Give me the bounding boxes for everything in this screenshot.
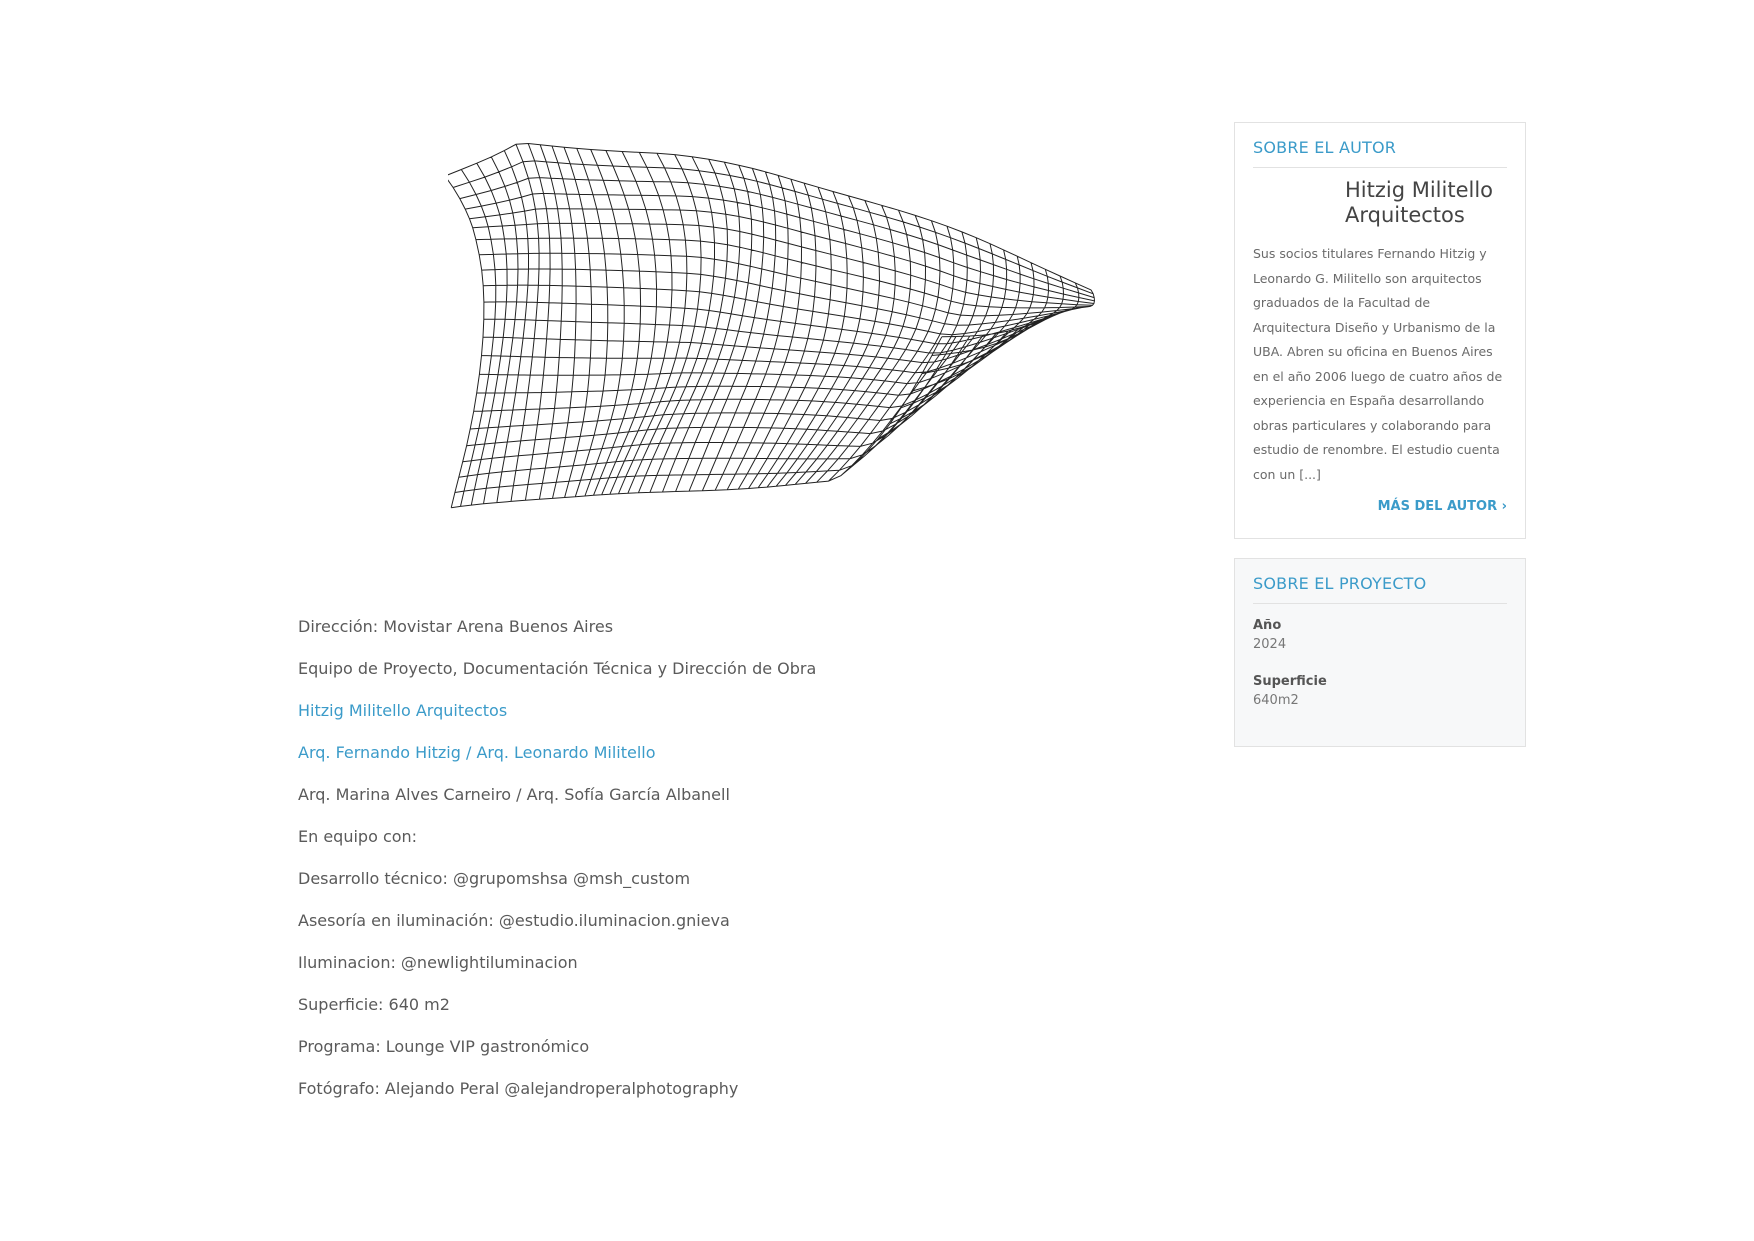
wireframe-mesh — [448, 144, 1095, 508]
credit-line-address: Dirección: Movistar Arena Buenos Aires — [298, 617, 614, 636]
credit-line-lighting-advice: Asesoría en iluminación: @estudio.iluminacion.gnieva — [298, 911, 730, 930]
project-widget-title: SOBRE EL PROYECTO — [1253, 573, 1507, 604]
credit-line-architects: Arq. Marina Alves Carneiro / Arq. Sofía García Albanell — [298, 785, 730, 804]
project-field-label: Superficie — [1253, 674, 1327, 689]
author-widget — [1234, 122, 1526, 539]
credit-line-surface: Superficie: 640 m2 — [298, 995, 450, 1014]
parametric-wireframe-drawing — [448, 128, 1138, 528]
credit-link-studio[interactable]: Hitzig Militello Arquitectos — [298, 701, 508, 720]
project-field-value: 640m2 — [1253, 693, 1299, 708]
credit-line-lighting: Iluminacion: @newlightiluminacion — [298, 953, 578, 972]
project-field-label: Año — [1253, 618, 1282, 633]
more-from-author-link[interactable]: MÁS DEL AUTOR › — [1377, 499, 1507, 514]
project-widget — [1234, 558, 1526, 747]
project-field-year — [1253, 616, 1507, 654]
author-bio: Sus socios titulares Fernando Hitzig y Leonardo G. Militello son arquitectos graduados de la Facultad de Arquitectura Diseño y Urbanismo de la UBA. Abren su oficina en Buenos Aires en el año 2006 luego de cuatro años de experiencia en España desarrollando obras particulares y colaborando para estudio de renombre. El estudio cuenta con un [...] — [1253, 246, 1503, 482]
credit-line-program: Programa: Lounge VIP gastronómico — [298, 1037, 590, 1056]
project-field-value: 2024 — [1253, 637, 1287, 652]
credit-line-technical: Desarrollo técnico: @grupomshsa @msh_custom — [298, 869, 691, 888]
project-credits — [298, 616, 1198, 1120]
author-name[interactable]: Hitzig Militello Arquitectos — [1345, 178, 1494, 227]
credit-line-team-with: En equipo con: — [298, 827, 418, 846]
wireframe-figure — [448, 128, 1138, 528]
credit-link-partners[interactable]: Arq. Fernando Hitzig / Arq. Leonardo Militello — [298, 743, 656, 762]
author-widget-title: SOBRE EL AUTOR — [1253, 137, 1507, 168]
credit-line-photographer: Fotógrafo: Alejando Peral @alejandroperalphotography — [298, 1079, 739, 1098]
credit-line-team-heading: Equipo de Proyecto, Documentación Técnica y Dirección de Obra — [298, 659, 817, 678]
project-field-surface — [1253, 672, 1507, 710]
